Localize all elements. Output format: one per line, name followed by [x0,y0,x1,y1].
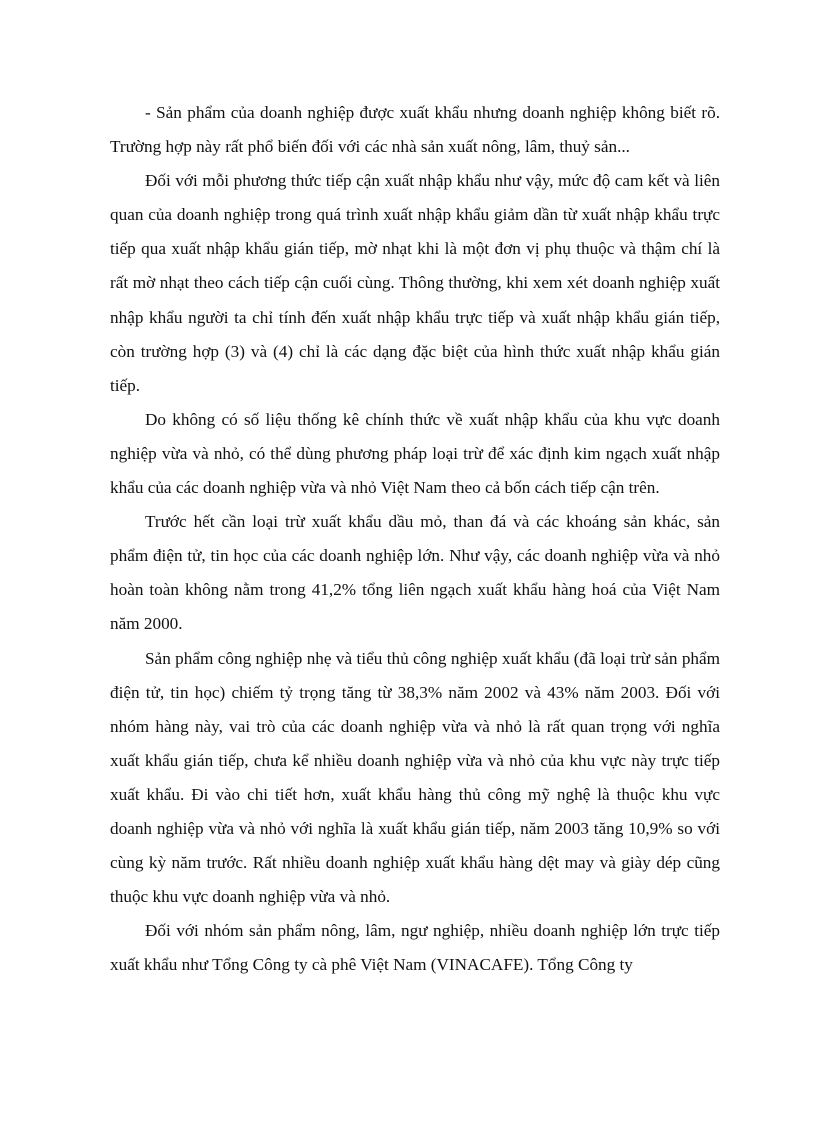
paragraph-exclude-large-firms: Trước hết cần loại trừ xuất khẩu dầu mỏ, than đá và các khoáng sản khác, sản phẩm điện tử, tin học của các doanh nghiệp lớn. Như vậy, các doanh nghiệp vừa và nhỏ hoàn toàn không nằm trong 41,2% tổng liên ngạch xuất khẩu hàng hoá của Việt Nam năm 2000. [110,512,720,634]
paragraph-exclusion-method: Do không có số liệu thống kê chính thức về xuất nhập khẩu của khu vực doanh nghiệp vừa và nhỏ, có thể dùng phương pháp loại trừ để xác định kim ngạch xuất nhập khẩu của các doanh nghiệp vừa và nhỏ Việt Nam theo cả bốn cách tiếp cận trên. [110,409,720,498]
document-page [110,96,720,982]
paragraph-unknown-origin-exports: - Sản phẩm của doanh nghiệp được xuất khẩu nhưng doanh nghiệp không biết rõ. Trường hợp này rất phổ biến đối với các nhà sản xuất nông, lâm, thuỷ sản... [110,103,720,157]
paragraph-commitment-levels: Đối với mỗi phương thức tiếp cận xuất nhập khẩu như vậy, mức độ cam kết và liên quan của doanh nghiệp trong quá trình xuất nhập khẩu giảm dần từ xuất nhập khẩu trực tiếp qua xuất nhập khẩu gián tiếp, mờ nhạt khi là một đơn vị phụ thuộc và thậm chí là rất mờ nhạt theo cách tiếp cận cuối cùng. Thông thường, khi xem xét doanh nghiệp xuất nhập khẩu người ta chỉ tính đến xuất nhập khẩu trực tiếp và xuất nhập khẩu gián tiếp, còn trường hợp (3) và (4) chỉ là các dạng đặc biệt của hình thức xuất nhập khẩu gián tiếp. [110,171,720,395]
paragraph-light-industry: Sản phẩm công nghiệp nhẹ và tiểu thủ công nghiệp xuất khẩu (đã loại trừ sản phẩm điện tử, tin học) chiếm tỷ trọng tăng từ 38,3% năm 2002 và 43% năm 2003. Đối với nhóm hàng này, vai trò của các doanh nghiệp vừa và nhỏ là rất quan trọng với nghĩa xuất khẩu gián tiếp, chưa kể nhiều doanh nghiệp vừa và nhỏ của khu vực này trực tiếp xuất khẩu. Đi vào chi tiết hơn, xuất khẩu hàng thủ công mỹ nghệ là thuộc khu vực doanh nghiệp vừa và nhỏ với nghĩa là xuất khẩu gián tiếp, năm 2003 tăng 10,9% so với cùng kỳ năm trước. Rất nhiều doanh nghiệp xuất khẩu hàng dệt may và giày dép cũng thuộc khu vực doanh nghiệp vừa và nhỏ. [110,648,720,907]
paragraph-agriculture: Đối với nhóm sản phẩm nông, lâm, ngư nghiệp, nhiều doanh nghiệp lớn trực tiếp xuất khẩu như Tổng Công ty cà phê Việt Nam (VINACAFE). Tổng Công ty [110,921,720,975]
